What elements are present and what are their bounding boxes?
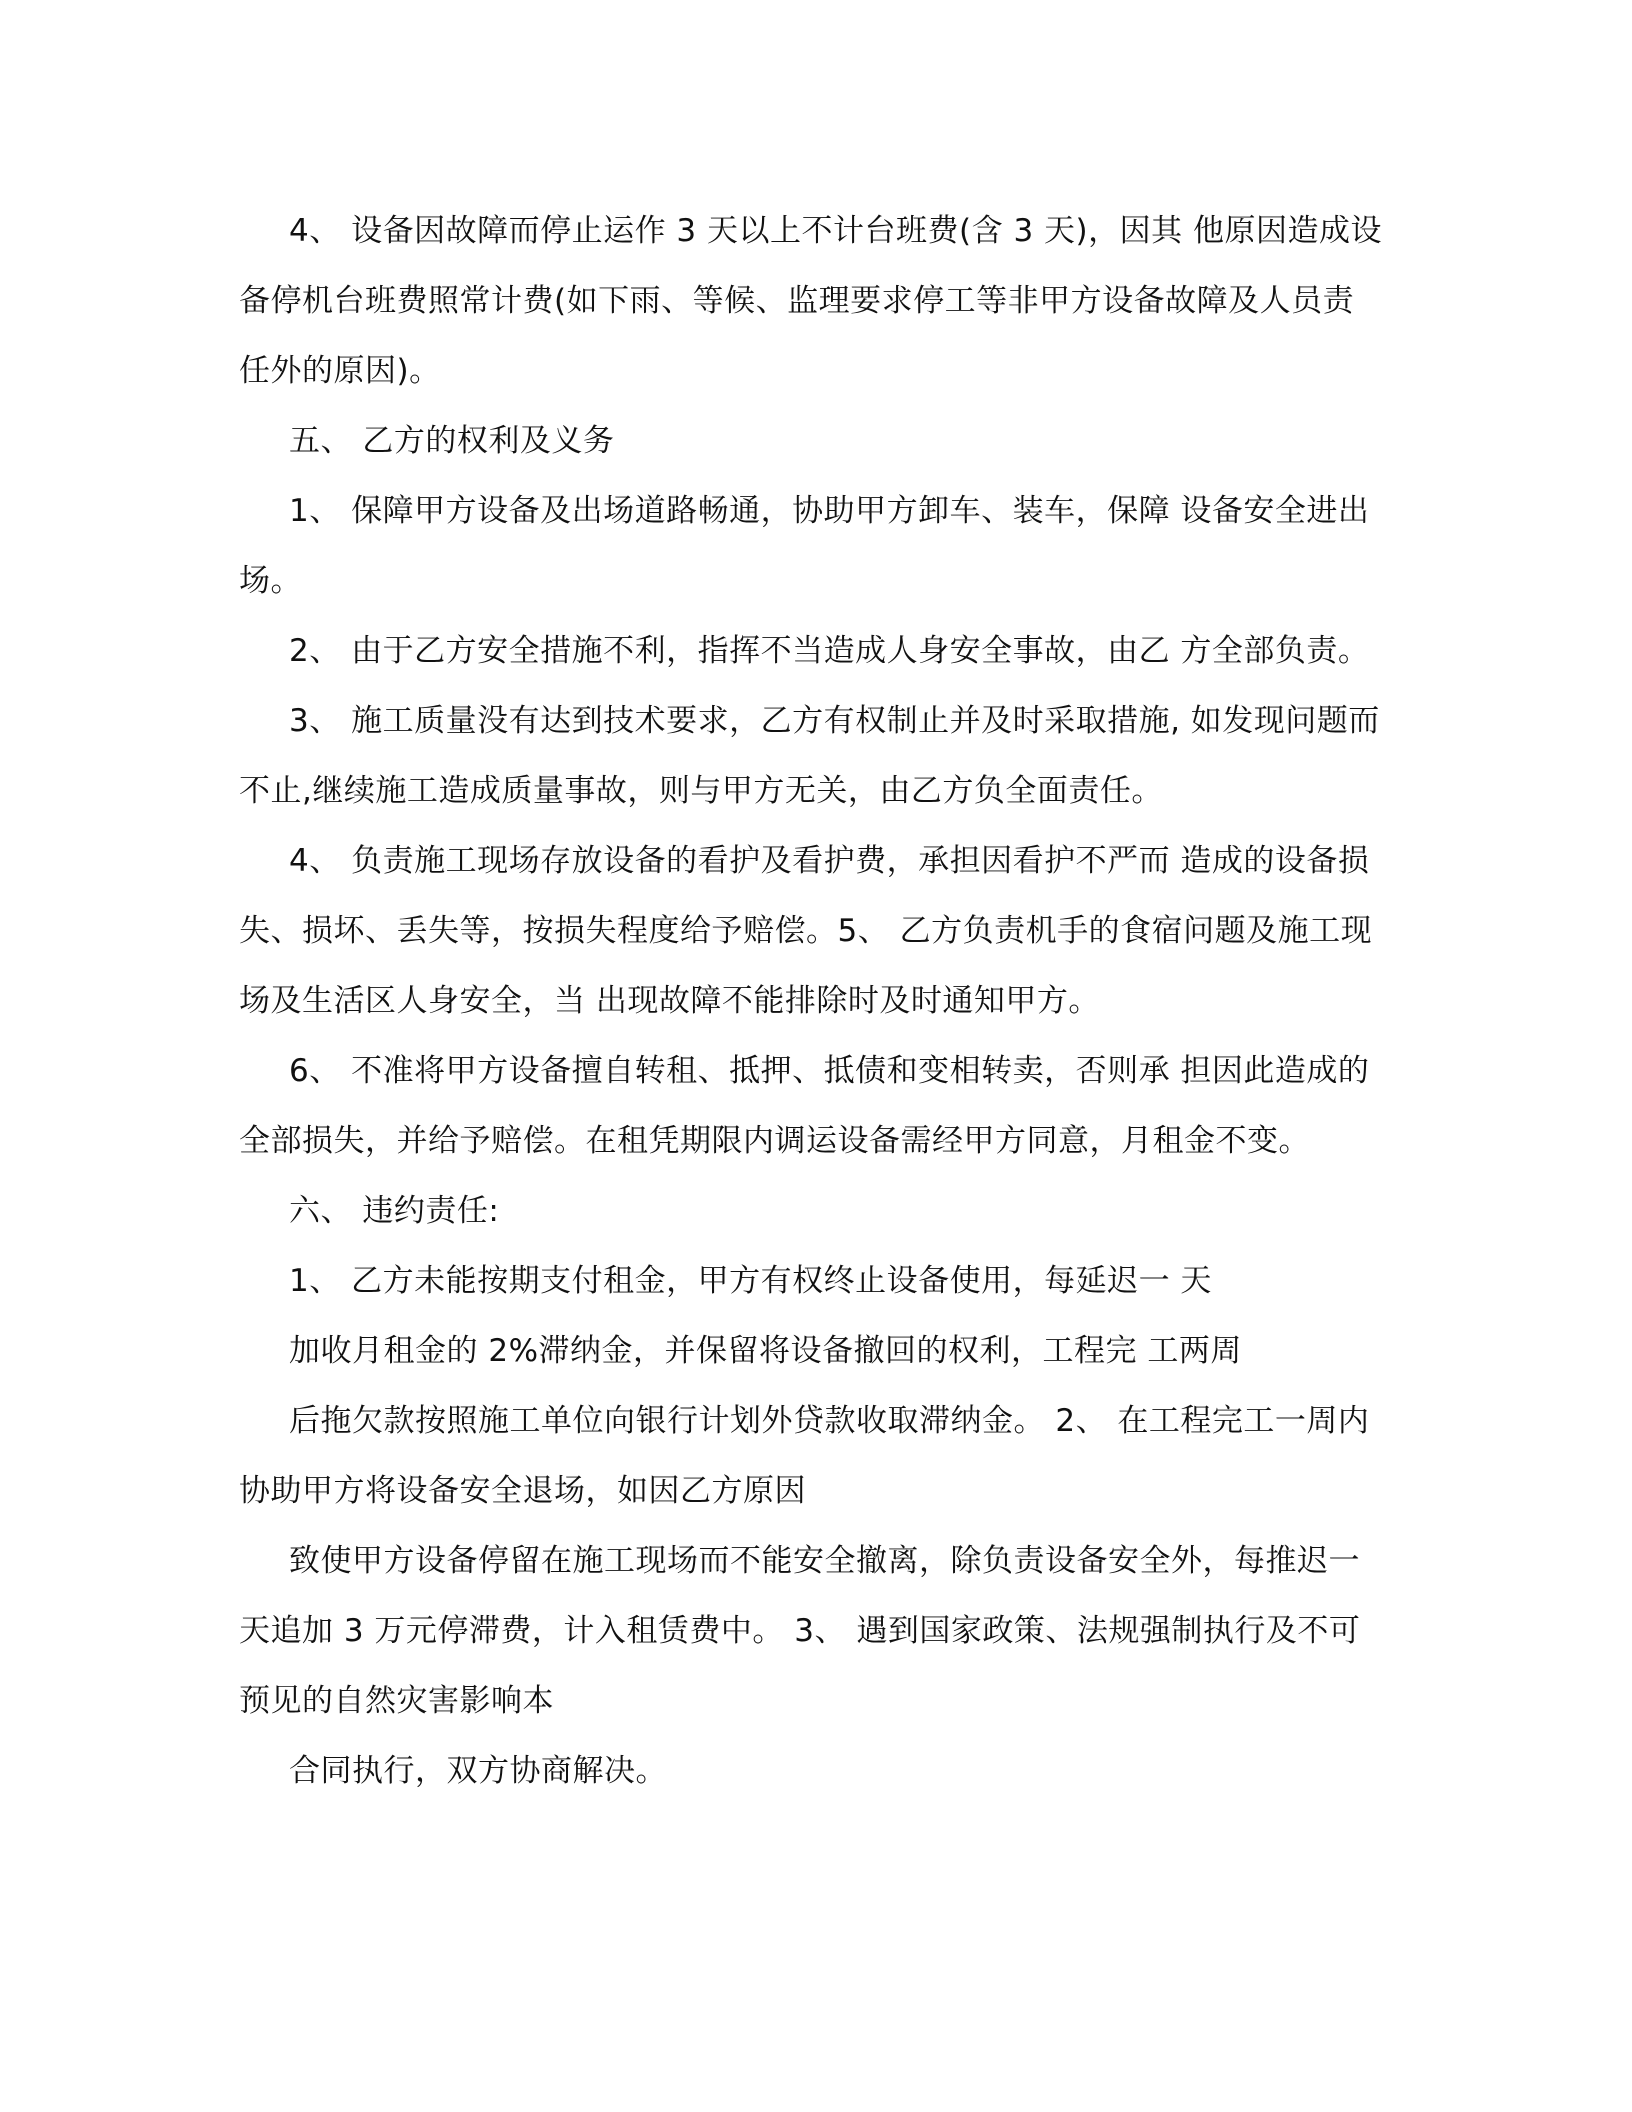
text-line: 加收月租金的 2%滞纳金，并保留将设备撤回的权利，工程完 工两周 bbox=[289, 1333, 1242, 1369]
text-line: 预见的自然灾害影响本 bbox=[239, 1683, 554, 1719]
text-line: 合同执行，双方协商解决。 bbox=[289, 1753, 667, 1789]
text-line: 3、 施工质量没有达到技术要求，乙方有权制止并及时采取措施, 如发现问题而 bbox=[289, 703, 1380, 739]
text-line: 失、损坏、丢失等，按损失程度给予赔偿。5、 乙方负责机手的食宿问题及施工现 bbox=[239, 913, 1373, 949]
text-line: 4、 负责施工现场存放设备的看护及看护费，承担因看护不严而 造成的设备损 bbox=[289, 843, 1370, 879]
text-line: 任外的原因)。 bbox=[239, 353, 441, 389]
document-body bbox=[239, 196, 1382, 1806]
text-line: 6、 不准将甲方设备擅自转租、抵押、抵债和变相转卖，否则承 担因此造成的 bbox=[289, 1053, 1370, 1089]
text-line: 2、 由于乙方安全措施不利，指挥不当造成人身安全事故，由乙 方全部负责。 bbox=[289, 633, 1370, 669]
text-line: 1、 保障甲方设备及出场道路畅通，协助甲方卸车、装车，保障 设备安全进出 bbox=[289, 493, 1370, 529]
text-line: 场及生活区人身安全，当 出现故障不能排除时及时通知甲方。 bbox=[239, 983, 1100, 1019]
text-line: 协助甲方将设备安全退场，如因乙方原因 bbox=[239, 1473, 806, 1509]
text-line: 后拖欠款按照施工单位向银行计划外贷款收取滞纳金。 2、 在工程完工一周内 bbox=[289, 1403, 1370, 1439]
section-heading: 六、 违约责任: bbox=[289, 1193, 500, 1229]
text-line: 4、 设备因故障而停止运作 3 天以上不计台班费(含 3 天)，因其 他原因造成设 bbox=[289, 213, 1382, 249]
text-line: 天追加 3 万元停滞费，计入租赁费中。 3、 遇到国家政策、法规强制执行及不可 bbox=[239, 1613, 1361, 1649]
text-line: 全部损失，并给予赔偿。在租凭期限内调运设备需经甲方同意，月租金不变。 bbox=[239, 1123, 1310, 1159]
text-line: 致使甲方设备停留在施工现场而不能安全撤离，除负责设备安全外，每推迟一 bbox=[289, 1543, 1360, 1579]
section-heading: 五、 乙方的权利及义务 bbox=[289, 423, 615, 459]
text-line: 不止,继续施工造成质量事故，则与甲方无关，由乙方负全面责任。 bbox=[239, 773, 1163, 809]
text-line: 1、 乙方未能按期支付租金，甲方有权终止设备使用，每延迟一 天 bbox=[289, 1263, 1212, 1299]
text-line: 备停机台班费照常计费(如下雨、等候、监理要求停工等非甲方设备故障及人员责 bbox=[239, 283, 1355, 319]
text-line: 场。 bbox=[239, 563, 302, 599]
